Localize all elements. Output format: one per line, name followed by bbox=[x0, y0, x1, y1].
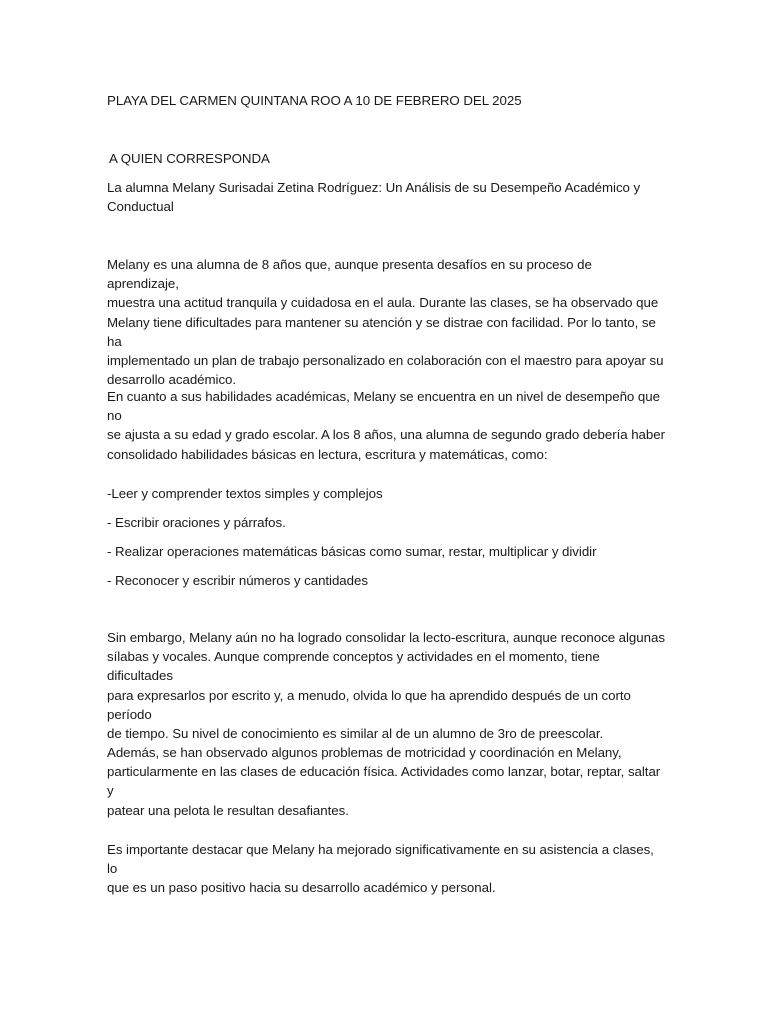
document-title: La alumna Melany Surisadai Zetina Rodríguez: Un Análisis de su Desempeño Académico y Conductual bbox=[107, 180, 641, 215]
salutation: A QUIEN CORRESPONDA bbox=[109, 151, 270, 166]
paragraph-motor-skills: Además, se han observado algunos problemas de motricidad y coordinación en Melany, particularmente en las clases de educación física. Actividades como lanzar, botar, reptar, saltar y patear una pelota le resultan desafiantes. bbox=[107, 745, 661, 818]
bullet-item: - Escribir oraciones y párrafos. bbox=[107, 515, 286, 530]
paragraph-intro: Melany es una alumna de 8 años que, aunque presenta desafíos en su proceso de aprendizaje, muestra una actitud tranquila y cuidadosa en el aula. Durante las clases, se ha observado que Melany tiene dificultades para mantener su atención y se distrae con facilidad. Por lo tanto, se ha implementado un plan de trabajo personalizado en colaboración con el maestro para apoyar su desarrollo académico. bbox=[107, 257, 664, 388]
paragraph-attendance: Es importante destacar que Melany ha mejorado significativamente en su asistencia a clases, lo que es un paso positivo hacia su desarrollo académico y personal. bbox=[107, 842, 654, 896]
bullet-item: - Realizar operaciones matemáticas básicas como sumar, restar, multiplicar y dividir bbox=[107, 544, 597, 559]
bullet-item: -Leer y comprender textos simples y complejos bbox=[107, 486, 383, 501]
paragraph-current-level: Sin embargo, Melany aún no ha logrado consolidar la lecto-escritura, aunque reconoce algunas sílabas y vocales. Aunque comprende conceptos y actividades en el momento, tiene dificultades para expresarlos por escrito y, a menudo, olvida lo que ha aprendido después de un corto período de tiempo. Su nivel de conocimiento es similar al de un alumno de 3ro de preescolar. bbox=[107, 630, 665, 742]
letter-heading: PLAYA DEL CARMEN QUINTANA ROO A 10 DE FEBRERO DEL 2025 bbox=[107, 93, 522, 108]
paragraph-academic-skills: En cuanto a sus habilidades académicas, Melany se encuentra en un nivel de desempeño que no se ajusta a su edad y grado escolar. A los 8 años, una alumna de segundo grado debería haber consolidado habilidades básicas en lectura, escritura y matemáticas, como: bbox=[107, 389, 665, 462]
bullet-item: - Reconocer y escribir números y cantidades bbox=[107, 573, 368, 588]
